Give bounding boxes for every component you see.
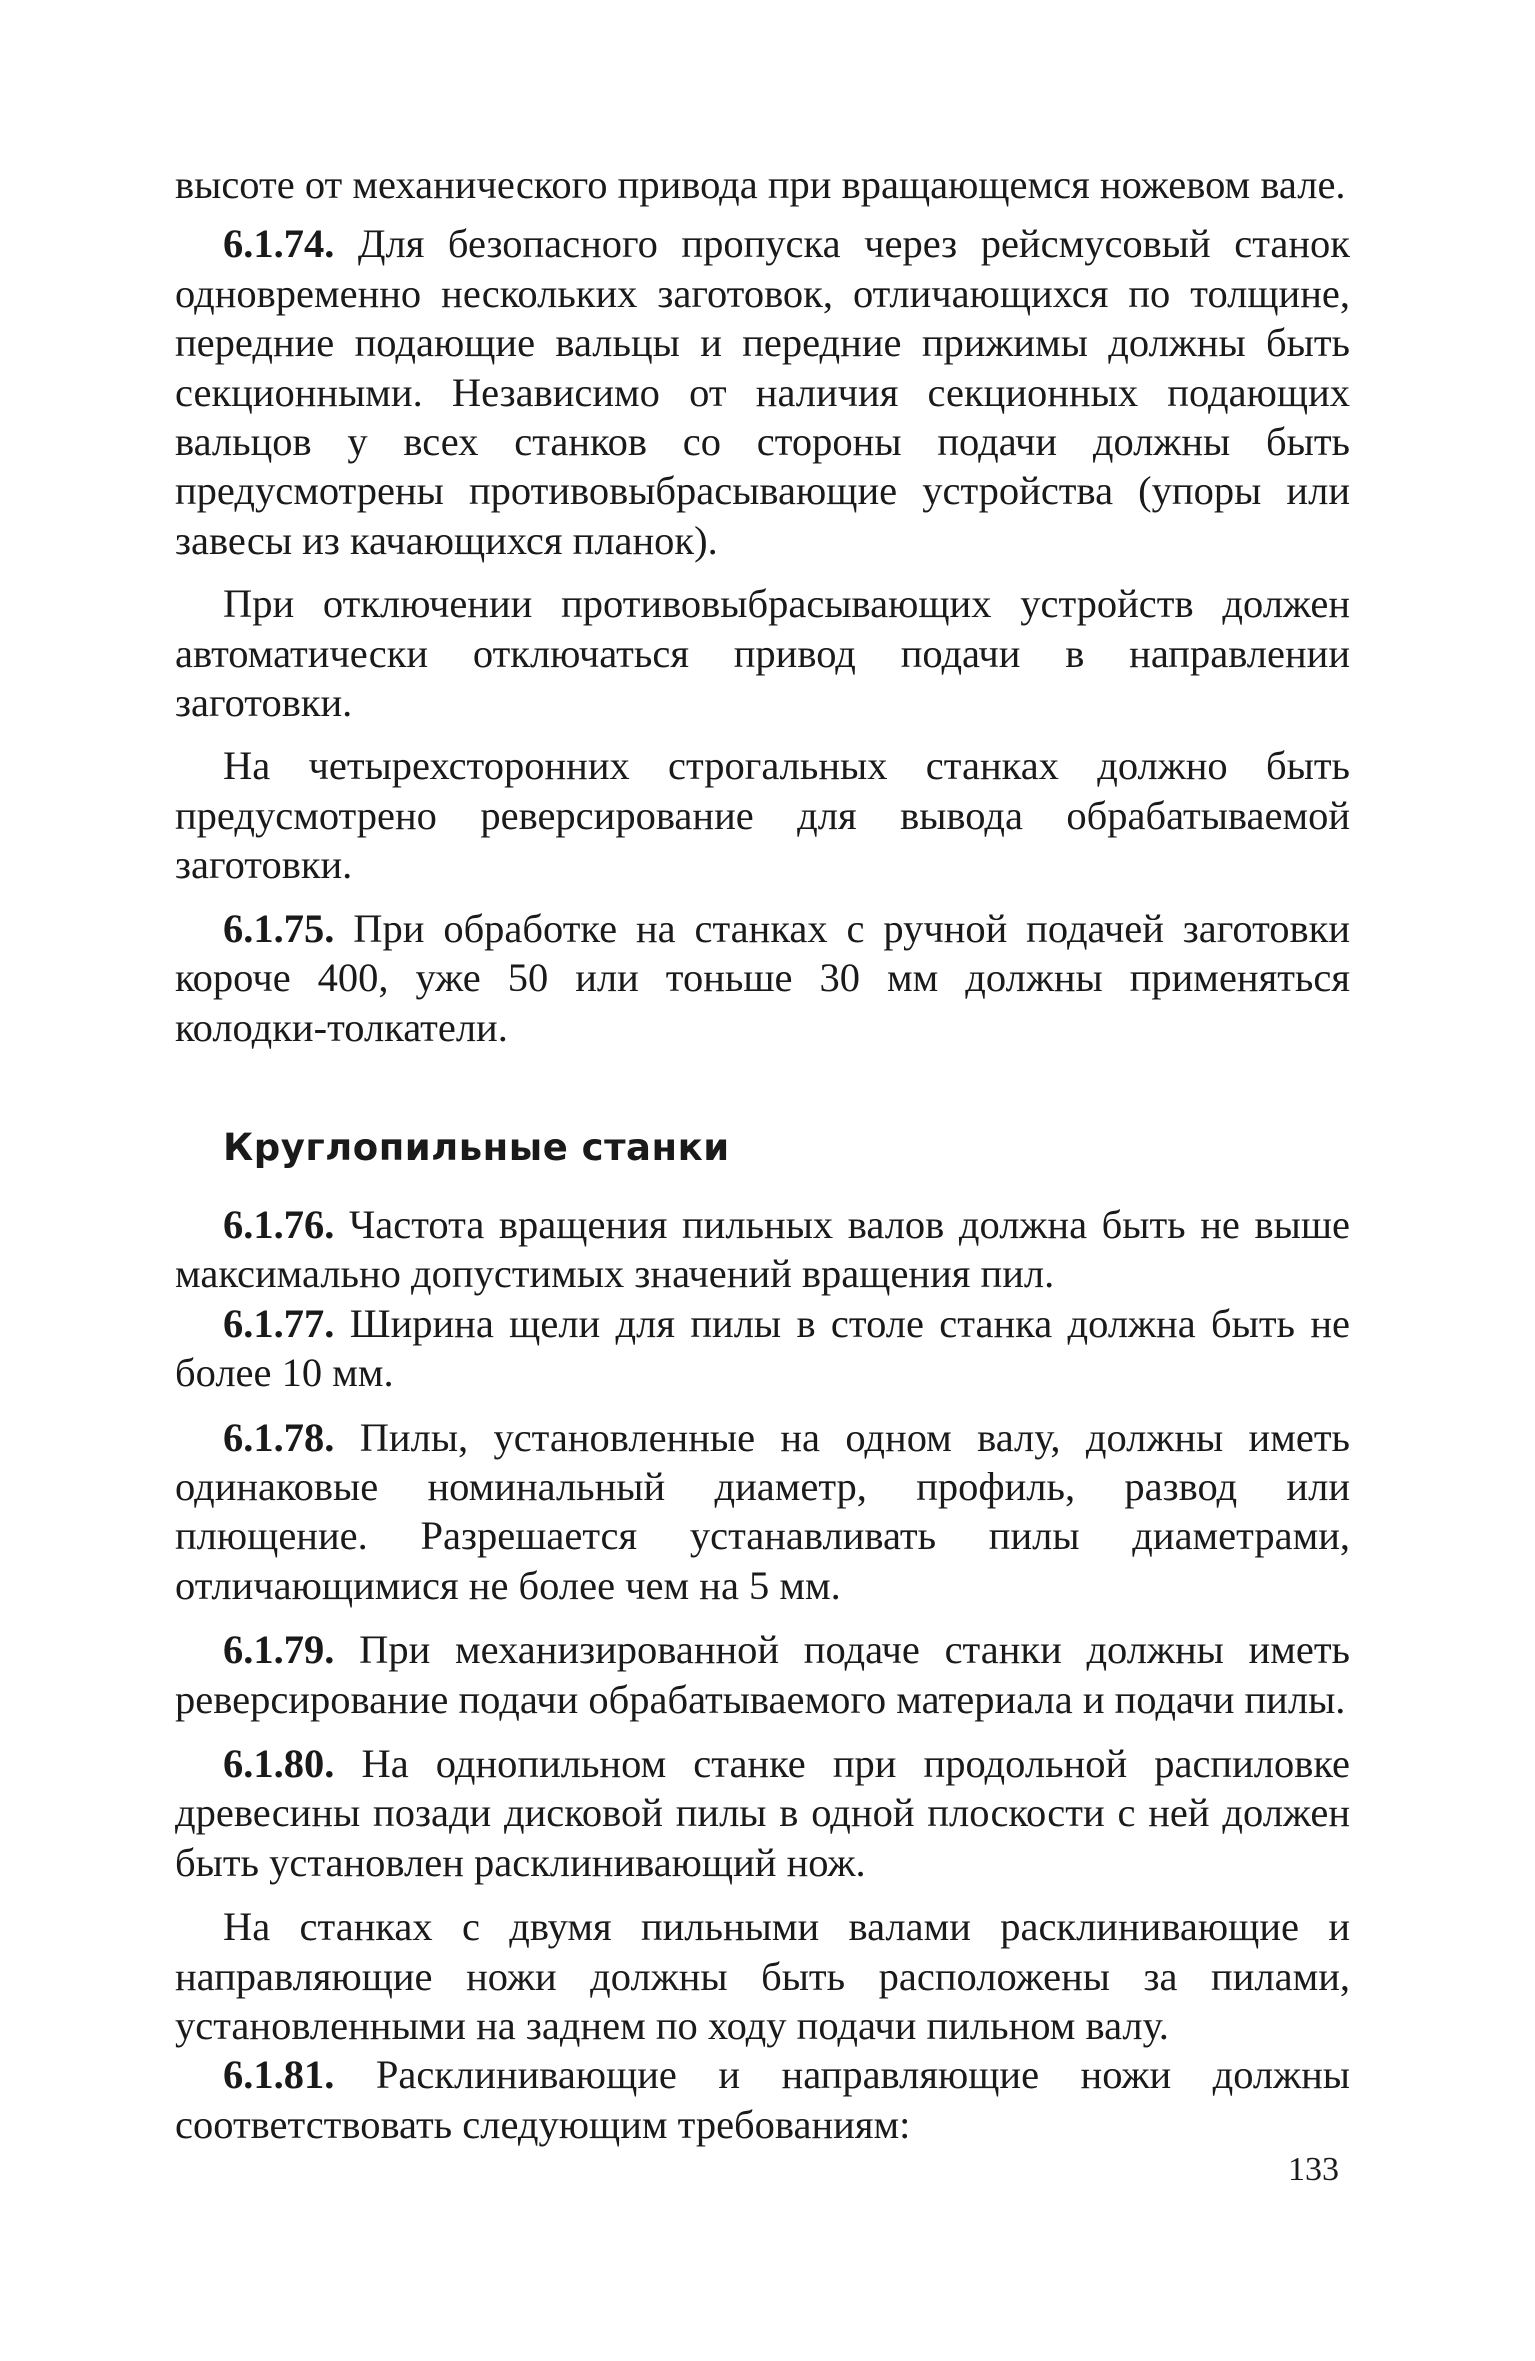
clause-text: При обработке на станках с ручной подачей заготовки короче 400, уже 50 или тоньше 30 мм должны применяться колодки-толкатели. <box>175 905 1350 1050</box>
clause-6-1-80 <box>175 1739 1350 1887</box>
clause-6-1-75 <box>175 904 1350 1052</box>
clause-6-1-78 <box>175 1413 1350 1611</box>
clause-number: 6.1.80. <box>223 1740 335 1786</box>
clause-text: Для безопасного пропуска через рейсмусовый станок одновременно нескольких заготовок, отличающихся по толщине, передние подающие вальцы и передние прижимы должны быть секционными. Независимо от наличия секционных подающих вальцов у всех станков со стороны подачи должны быть предусмотрены противовыбрасывающие устройства (упоры или завесы из качающихся планок). <box>175 221 1350 563</box>
clause-number: 6.1.75. <box>223 905 335 951</box>
clause-text: Расклинивающие и направляющие ножи должны соответствовать следующим требованиям: <box>175 2052 1350 2147</box>
clause-text: При механизированной подаче станки должны иметь реверсирование подачи обрабатываемого материала и подачи пилы. <box>175 1627 1351 1722</box>
paragraph <box>175 741 1350 889</box>
paragraph-text: На станках с двумя пильными валами расклинивающие и направляющие ножи должны быть расположены за пилами, установленными на заднем по ходу подачи пильном валу. <box>175 1904 1350 2048</box>
clause-number: 6.1.74. <box>223 221 335 267</box>
clause-6-1-76 <box>175 1200 1350 1299</box>
text-body <box>175 160 1350 2149</box>
paragraph-continuation <box>175 160 1350 209</box>
clause-number: 6.1.78. <box>223 1414 335 1460</box>
clause-text: Ширина щели для пилы в столе станка должна быть не более 10 мм. <box>175 1300 1350 1396</box>
clause-number: 6.1.77. <box>223 1300 335 1346</box>
clause-number: 6.1.79. <box>223 1627 335 1673</box>
paragraph-text: На четырехсторонних строгальных станках должно быть предусмотрено реверсирование для вывода обрабатываемой заготовки. <box>175 743 1350 888</box>
clause-number: 6.1.81. <box>223 2052 335 2098</box>
clause-text: На однопильном станке при продольной распиловке древесины позади дисковой пилы в одной плоскости с ней должен быть установлен расклинивающий нож. <box>175 1740 1351 1885</box>
paragraph-text: При отключении противовыбрасывающих устройств должен автоматически отключаться привод подачи в направлении заготовки. <box>175 581 1350 726</box>
clause-number: 6.1.76. <box>223 1201 335 1247</box>
page-number: 133 <box>1288 2151 1339 2188</box>
paragraph <box>175 1902 1350 2050</box>
clause-6-1-79 <box>175 1625 1350 1724</box>
clause-6-1-74 <box>175 219 1350 565</box>
clause-6-1-81 <box>175 2050 1350 2149</box>
clause-text: Частота вращения пильных валов должна быть не выше максимально допустимых значений вращения пил. <box>175 1201 1350 1297</box>
paragraph <box>175 579 1350 727</box>
paragraph-text: высоте от механического привода при вращающемся ножевом вале. <box>175 162 1346 207</box>
section-heading: Круглопильные станки <box>223 1125 730 1169</box>
clause-text: Пилы, установленные на одном валу, должны иметь одинаковые номинальный диаметр, профиль, развод или плющение. Разрешается устанавливать пилы диаметрами, отличающимися не более чем на 5 мм. <box>175 1414 1350 1608</box>
clause-6-1-77 <box>175 1299 1350 1398</box>
